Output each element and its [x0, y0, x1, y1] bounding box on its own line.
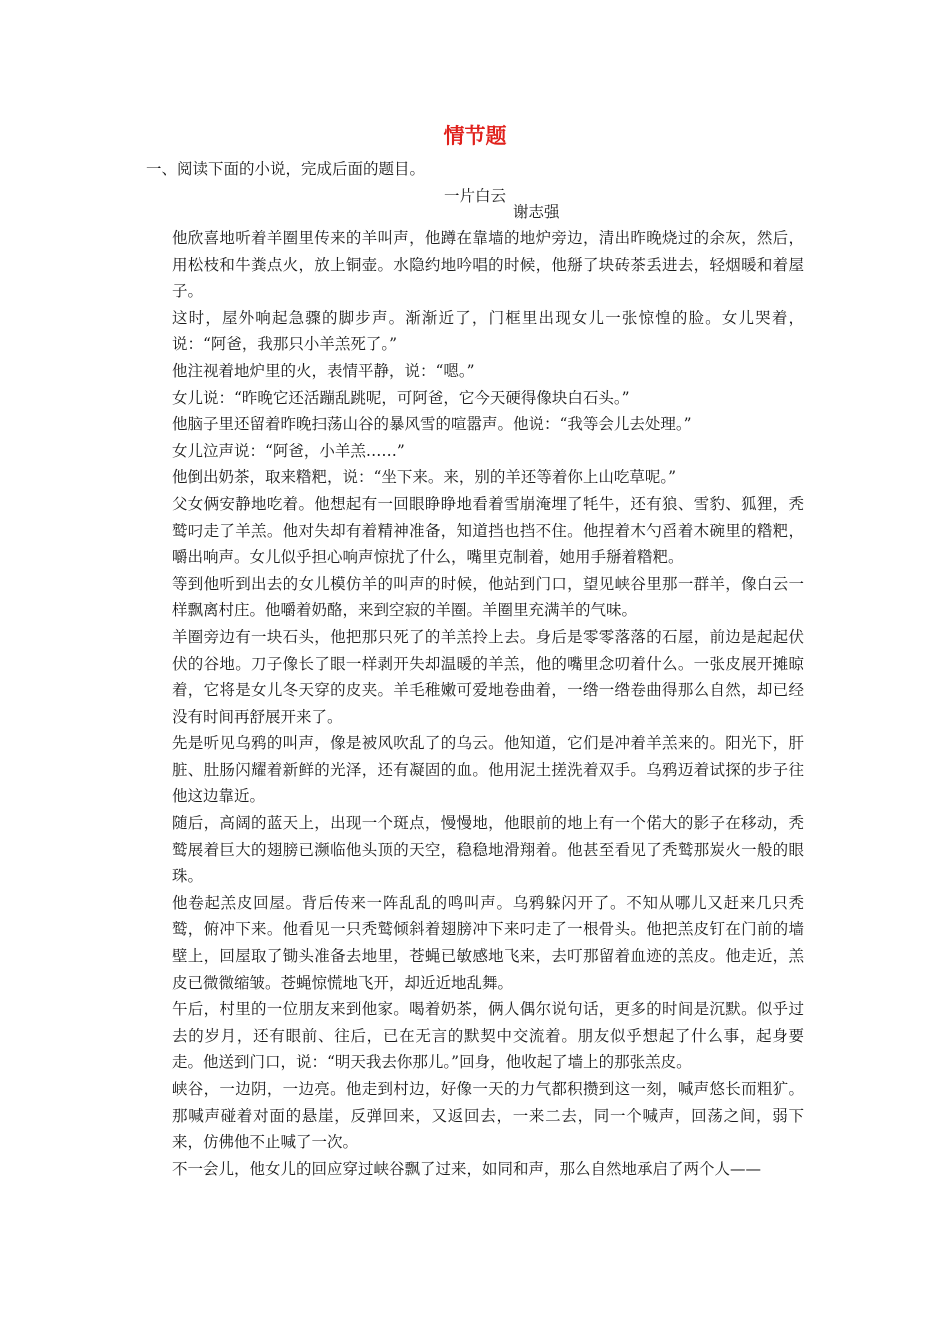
page-title: 情节题	[443, 124, 507, 148]
paragraph: 先是听见乌鸦的叫声，像是被风吹乱了的乌云。他知道，它们是冲着羊羔来的。阳光下，肝脏、肚肠闪耀着新鲜的光泽，还有凝固的血。他用泥土搓洗着双手。乌鸦迈着试探的步子往他这边靠近。	[172, 734, 804, 806]
paragraph: 他欣喜地听着羊圈里传来的羊叫声，他蹲在靠墙的地炉旁边，清出昨晚烧过的余灰，然后，用松枝和牛粪点火，放上铜壶。水隐约地吟唱的时候，他掰了块砖茶丢进去，轻烟暖和着屋子。	[172, 229, 804, 301]
story-title: 一片白云	[443, 187, 506, 205]
paragraph: 他卷起羔皮回屋。背后传来一阵乱乱的鸣叫声。乌鸦躲闪开了。不知从哪儿又赶来几只秃鹫，俯冲下来。他看见一只秃鹫倾斜着翅膀冲下来叼走了一根骨头。他把羔皮钉在门前的墙壁上，回屋取了锄头准备去地里，苍蝇已敏感地飞来，去叮那留着血迹的羔皮。他走近，羔皮已微微缩皱。苍蝇惊慌地飞开，却近近地乱舞。	[172, 893, 804, 992]
paragraph: 他脑子里还留着昨晚扫荡山谷的暴风雪的喧嚣声。他说：“我等会儿去处理。”	[172, 415, 692, 434]
paragraph: 羊圈旁边有一块石头，他把那只死了的羊羔拎上去。身后是零零落落的石屋，前边是起起伏伏的谷地。刀子像长了眼一样剥开失却温暖的羊羔，他的嘴里念叨着什么。一张皮展开摊晾着，它将是女儿冬天穿的皮夹。羊毛稚嫩可爱地卷曲着，一绺一绺卷曲得那么自然，却已经没有时间再舒展开来了。	[172, 627, 804, 726]
paragraph: 峡谷，一边阴，一边亮。他走到村边，好像一天的力气都积攒到这一刻，喊声悠长而粗犷。那喊声碰着对面的悬崖，反弹回来，又返回去，一来二去，同一个喊声，回荡之间，弱下来，仿佛他不止喊了一次。	[172, 1080, 804, 1152]
paragraph: 女儿泣声说：“阿爸，小羊羔……”	[172, 441, 405, 460]
paragraph: 不一会儿，他女儿的回应穿过峡谷飘了过来，如同和声，那么自然地承启了两个人——	[172, 1159, 762, 1178]
paragraph: 午后，村里的一位朋友来到他家。喝着奶茶，俩人偶尔说句话，更多的时间是沉默。似乎过去的岁月，还有眼前、往后，已在无言的默契中交流着。朋友似乎想起了什么事，起身要走。他送到门口，说：“明天我去你那儿。”回身，他收起了墙上的那张羔皮。	[172, 1000, 804, 1072]
paragraph: 女儿说：“昨晚它还活蹦乱跳呢，可阿爸，它今天硬得像块白石头。”	[172, 388, 630, 407]
story-author: 谢志强	[513, 203, 560, 221]
paragraph: 父女俩安静地吃着。他想起有一回眼睁睁地看着雪崩淹埋了牦牛，还有狼、雪豹、狐狸，秃鹫叼走了羊羔。他对失却有着精神准备，知道挡也挡不住。他捏着木勺舀着木碗里的糌粑，嚼出响声。女儿似乎担心响声惊扰了什么，嘴里克制着，她用手掰着糌粑。	[172, 494, 804, 567]
paragraph: 他注视着地炉里的火，表情平静，说：“嗯。”	[172, 361, 475, 380]
paragraph: 等到他听到出去的女儿模仿羊的叫声的时候，他站到门口，望见峡谷里那一群羊，像白云一样飘离村庄。他嚼着奶酪，来到空寂的羊圈。羊圈里充满羊的气味。	[172, 574, 804, 620]
paragraph: 随后，高阔的蓝天上，出现一个斑点，慢慢地，他眼前的地上有一个偌大的影子在移动，秃鹫展着巨大的翅膀已濒临他头顶的天空，稳稳地滑翔着。他甚至看见了秃鹫那炭火一般的眼珠。	[172, 814, 804, 886]
question-intro: 一、阅读下面的小说，完成后面的题目。	[146, 160, 426, 178]
paragraph: 这时，屋外响起急骤的脚步声。渐渐近了，门框里出现女儿一张惊惶的脸。女儿哭着，说：“阿爸，我那只小羊羔死了。”	[172, 308, 804, 354]
story-body	[172, 225, 804, 1182]
paragraph: 他倒出奶茶，取来糌粑，说：“坐下来。来，别的羊还等着你上山吃草呢。”	[172, 468, 677, 487]
